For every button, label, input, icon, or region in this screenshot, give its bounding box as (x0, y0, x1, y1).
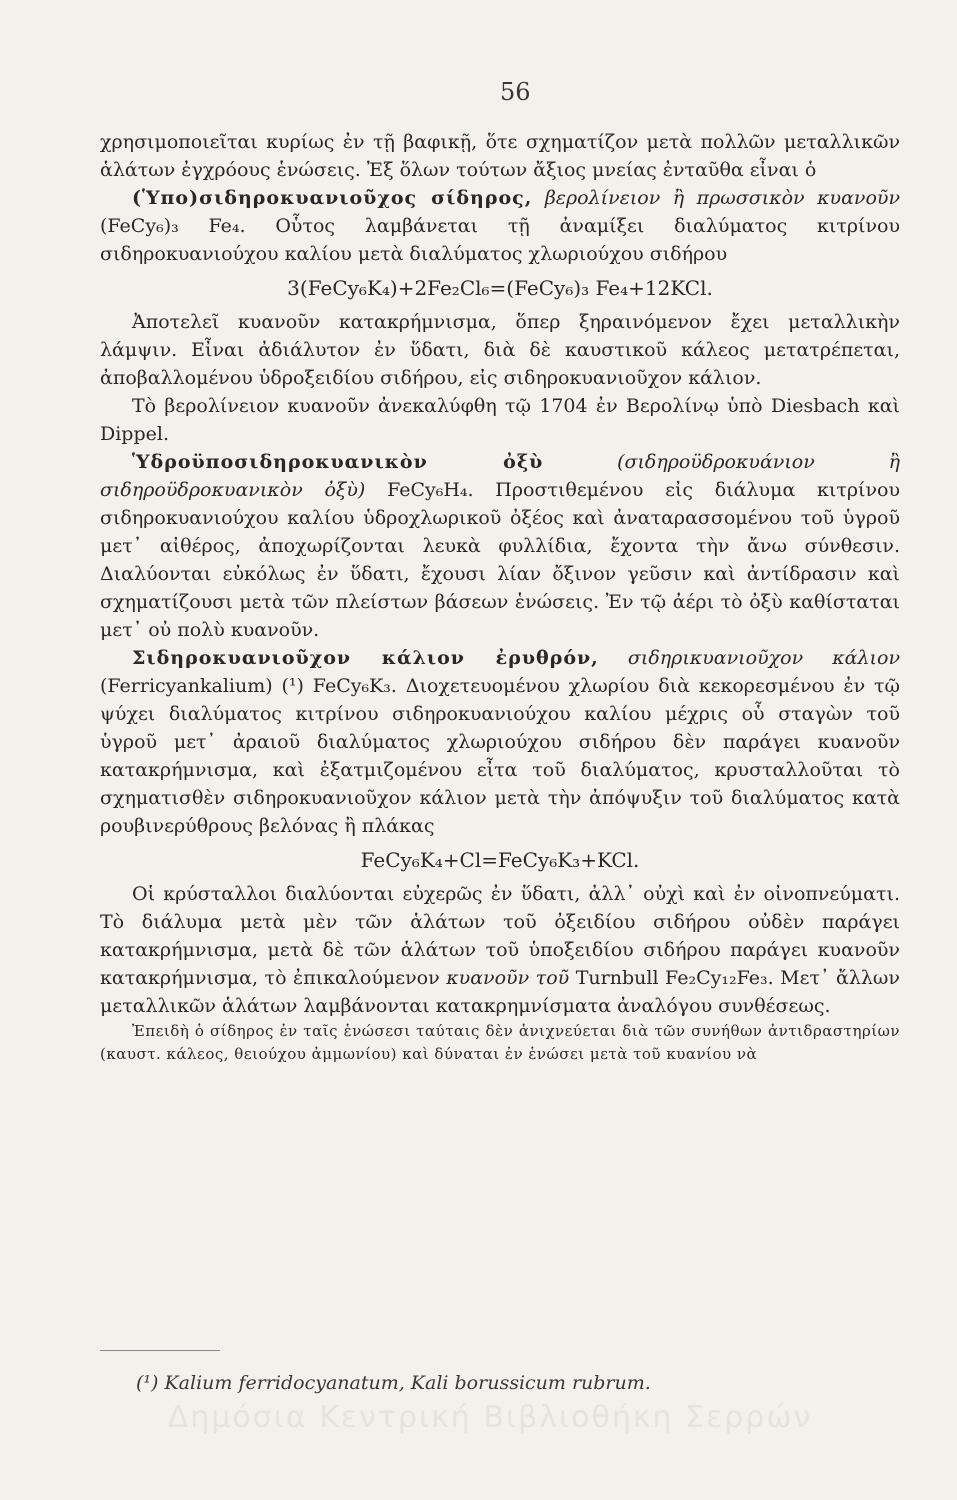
text-7a: Οἱ κρύσταλλοι διαλύονται εὐχερῶς ἐν ὕδατι, ἀλλ᾿ οὐχὶ καὶ ἐν οἰνοπνεύματι. Τὸ διάλυμα μετὰ μὲν τῶν ἁλάτων τοῦ ὀξειδίου σιδήρου οὐδὲν παράγει κατακρήμνισμα, μετὰ δὲ τῶν ἁλάτων τοῦ ὑποξειδίου σιδήρου παράγει κυανοῦν κατακρήμνισμα, τὸ ἐπικαλούμενον (100, 883, 900, 989)
formula-1: 3(FeCy₆K₄)+2Fe₂Cl₆=(FeCy₆)₃ Fe₄+12KCl. (287, 276, 713, 300)
text-prussian-blue: (FeCy₆)₃ Fe₄. Οὗτος λαμβάνεται τῇ ἀναμίξει διαλύματος κιτρίνου σιδηροκυανιούχου καλίου μετὰ διαλύματος χλωριούχου σιδήρου (100, 215, 900, 265)
paragraph-7 (100, 880, 900, 1020)
library-watermark: Δημόσια Κεντρική Βιβλιοθήκη Σερρών (167, 1400, 813, 1435)
formula-2: FeCy₆K₄+Cl=FeCy₆K₃+KCl. (360, 848, 640, 872)
heading-ferrocyanic-acid: Ὑδροϋποσιδηροκυανικὸν ὀξὺ (132, 451, 544, 473)
paragraph-8: Ἐπειδὴ ὁ σίδηρος ἐν ταῖς ἑνώσεσι ταύταις δὲν ἀνιχνεύεται διὰ τῶν συνήθων ἀντιδραστηρίων (καυστ. κάλεος, θειούχου ἀμμωνίου) καὶ δύναται ἐν ἑνώσει μετὰ τοῦ κυανίου νὰ (100, 1022, 900, 1063)
term-prussian-blue: βερολίνειον ἢ πρωσσικὸν κυανοῦν (544, 187, 901, 209)
paragraph-4: Τὸ βερολίνειον κυανοῦν ἀνεκαλύφθη τῷ 1704 ἐν Βερολίνῳ ὑπὸ Diesbach καὶ Dippel. (100, 395, 900, 445)
paragraph-3: Ἀποτελεῖ κυανοῦν κατακρήμνισμα, ὅπερ ξηραινόμενον ἔχει μεταλλικὴν λάμψιν. Εἶναι ἀδιάλυτον ἐν ὕδατι, διὰ δὲ καυστικοῦ κάλεος μετατρέπεται, ἀποβαλλομένου ὑδροξειδίου σιδήρου, εἰς σιδηροκυανιοῦχον κάλιον. (100, 311, 900, 389)
body-text (100, 128, 900, 1066)
text-ferrocyanic-acid: FeCy₆H₄. Προστιθεμένου εἰς διάλυμα κιτρίνου σιδηροκυανιούχου καλίου ὑδροχλωρικοῦ ὀξέος καὶ ἀναταρασσομένου τοῦ ὑγροῦ μετ᾿ αἰθέρος, ἀποχωρίζονται λευκὰ φυλλίδια, ἔχοντα τὴν ἄνω σύνθεσιν. Διαλύονται εὐκόλως ἐν ὕδατι, ἔχουσι λίαν ὄξινον γεῦσιν καὶ ἀντίδρασιν καὶ σχηματίζουσι μετὰ τῶν πλείστων βάσεων ἑνώσεις. Ἐν τῷ ἀέρι τὸ ὀξὺ καθίσταται μετ᾿ οὐ πολὺ κυανοῦν. (100, 479, 900, 641)
footnote: (¹) Kalium ferridocyanatum, Kali borussicum rubrum. (136, 1372, 651, 1394)
book-page (100, 0, 900, 1500)
page-number: 56 (500, 78, 531, 106)
footnote-divider (100, 1350, 220, 1351)
term-turnbull: κυανοῦν τοῦ (446, 967, 570, 989)
text-red-prussiate: (Ferricyankalium) (¹) FeCy₆K₃. Διοχετευομένου χλωρίου διὰ κεκορεσμένου ἐν τῷ ψύχει διαλύματος κιτρίνου σιδηροκυανιούχου καλίου μέχρις οὗ σταγὼν τοῦ ὑγροῦ μετ᾿ ἀραιοῦ διαλύματος χλωριούχου σιδήρου δὲν παράγει κυανοῦν κατακρήμνισμα, καὶ ἐξατμιζομένου εἶτα τοῦ διαλύματος, κρυσταλλοῦται τὸ σχηματισθὲν σιδηροκυανιοῦχον κάλιον μετὰ τὴν ἀπόψυξιν τοῦ διαλύματος κατὰ ρουβινερύθρους βελόνας ἢ πλάκας (100, 675, 900, 837)
term-red-prussiate: σιδηρικυανιοῦχον κάλιον (627, 647, 900, 669)
heading-red-prussiate: Σιδηροκυανιοῦχον κάλιον ἐρυθρόν, (132, 647, 599, 669)
heading-prussian-blue: (Ὑπο)σιδηροκυανιοῦχος σίδηρος, (132, 187, 533, 209)
paragraph-ferrocyanic-acid (100, 448, 900, 644)
paragraph-1: χρησιμοποιεῖται κυρίως ἐν τῇ βαφικῇ, ὅτε σχηματίζον μετὰ πολλῶν μεταλλικῶν ἁλάτων ἐγχρόους ἑνώσεις. Ἐξ ὅλων τούτων ἄξιος μνείας ἐνταῦθα εἶναι ὁ (100, 131, 900, 181)
paragraph-prussian-blue (100, 184, 900, 268)
term-ferrocyanic-acid: (σιδηροϋδροκυάνιον ἢ σιδηροϋδροκυανικὸν ὀξὺ) (100, 451, 900, 501)
text-7b: Turnbull Fe₂Cy₁₂Fe₃. Μετ᾿ ἄλλων μεταλλικῶν ἁλάτων λαμβάνονται κατακρημνίσματα ἀναλόγου συνθέσεως. (100, 967, 900, 1017)
paragraph-red-prussiate (100, 644, 900, 840)
